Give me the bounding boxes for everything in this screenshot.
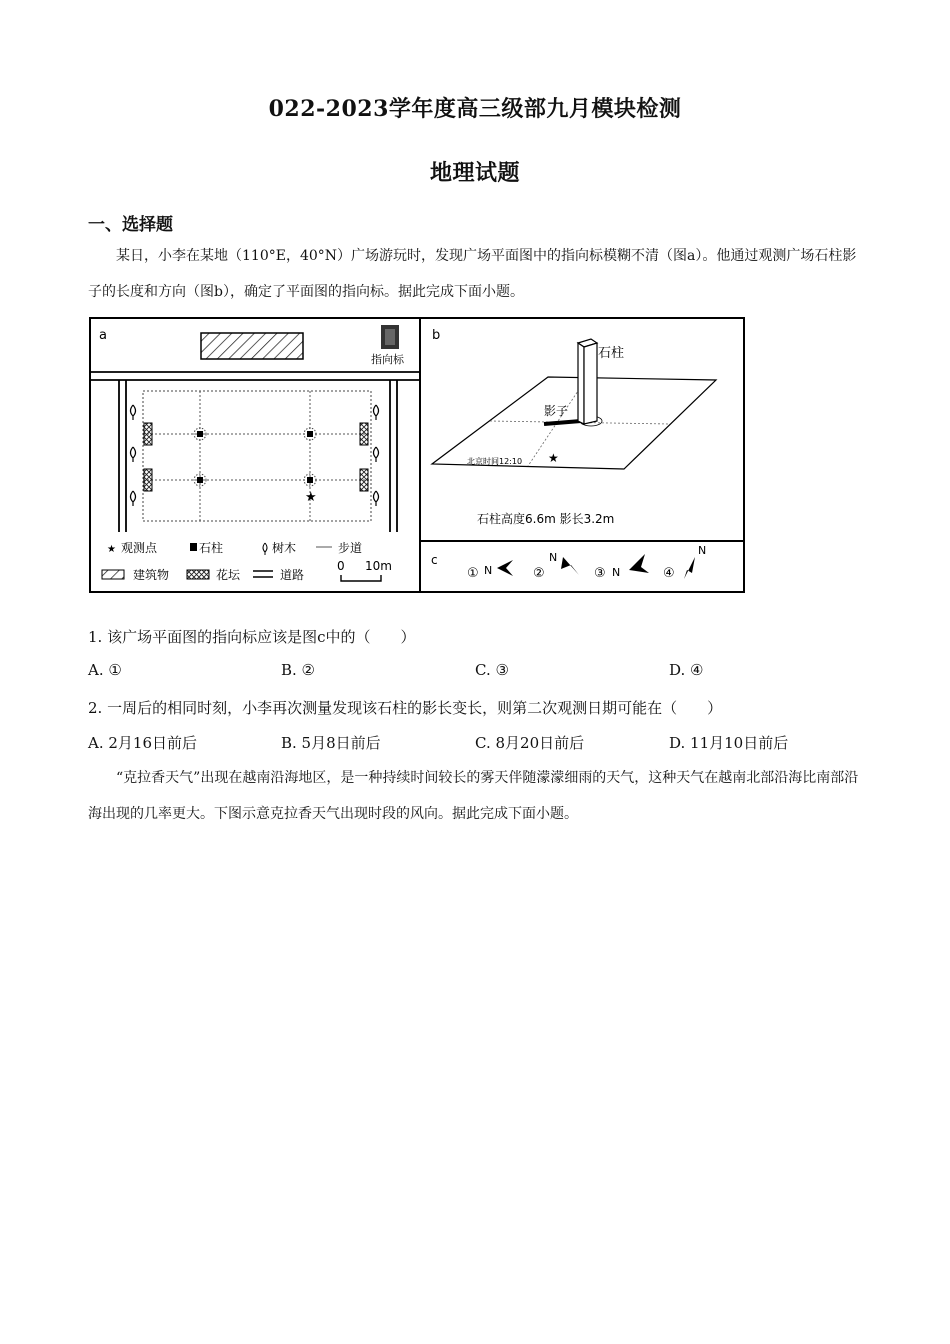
shadow-line: [544, 421, 581, 424]
question-1: 1. 该广场平面图的指向标应该是图c中的（ ）: [88, 628, 416, 646]
q2-option-d[interactable]: D. 11月10日前后: [669, 734, 789, 752]
arrow-3-north: N: [612, 566, 621, 579]
legend-building: 建筑物: [133, 568, 170, 582]
north-arrow-3-icon: [629, 554, 649, 573]
q1-option-b[interactable]: B. ②: [281, 661, 316, 679]
road-outline: [91, 372, 419, 532]
panel-b: [432, 328, 716, 526]
observation-star-icon: ★: [548, 451, 559, 465]
scale-end: 10m: [365, 559, 392, 573]
q2-option-c[interactable]: C. 8月20日前后: [475, 734, 585, 752]
flowerbeds: [144, 423, 368, 491]
scale-start: 0: [337, 559, 345, 573]
building-block: [201, 333, 303, 359]
question-2: 2. 一周后的相同时刻，小李再次测量发现该石柱的影长变长，则第二次观测日期可能在（ ）: [88, 699, 723, 717]
panel-c: [431, 544, 706, 581]
q1-option-c[interactable]: C. ③: [475, 661, 509, 679]
legend-pillar: 石柱: [199, 541, 224, 555]
option-4-label: ④: [663, 566, 675, 581]
legend-tree: 树木: [272, 541, 297, 555]
shadow-label: 影子: [544, 404, 569, 418]
section-heading: 一、选择题: [88, 215, 173, 235]
panel-b-label: b: [432, 328, 441, 343]
panel-c-label: c: [431, 553, 438, 567]
walkway-lines: [143, 391, 371, 521]
passage-2: “克拉香天气”出现在越南沿海地区，是一种持续时间较长的雾天伴随濛濛细雨的天气，这种天气在越南北部沿海比南部沿海出现的几率更大。下图示意克拉香天气出现时段的风向。据此完成下面小题。: [88, 770, 859, 822]
stone-pillar: [578, 339, 597, 424]
legend-observation: 观测点: [121, 541, 158, 555]
legend-star-icon: ★: [107, 544, 116, 555]
panel-a: [91, 325, 419, 582]
map-legend: [102, 540, 392, 582]
q1-option-a[interactable]: A. ①: [88, 661, 122, 679]
compass-blurred-icon: [381, 325, 399, 349]
north-arrow-4-icon: [684, 557, 695, 579]
plaza-boundary: [143, 391, 371, 521]
arrow-2-north: N: [549, 551, 558, 564]
figure-plaza: [89, 317, 745, 593]
page-title: 022-2023学年度高三级部九月模块检测: [268, 96, 682, 122]
legend-building-icon: [102, 570, 124, 579]
north-arrow-2-icon: [561, 557, 579, 575]
legend-flowerbed: 花坛: [216, 568, 241, 582]
legend-flowerbed-icon: [187, 570, 209, 579]
arrow-1-north: N: [484, 564, 493, 577]
legend-road: 道路: [280, 568, 305, 582]
q2-option-b[interactable]: B. 5月8日前后: [281, 734, 381, 752]
pillars: [194, 428, 316, 486]
observation-star-icon: ★: [305, 490, 317, 505]
panel-b-caption: 石柱高度6.6m 影长3.2m: [477, 512, 615, 526]
q2-option-a[interactable]: A. 2月16日前后: [88, 734, 197, 752]
passage-1: 某日，小李在某地（110°E，40°N）广场游玩时，发现广场平面图中的指向标模糊不清（图a）。他通过观测广场石柱影子的长度和方向（图b），确定了平面图的指向标。据此完成下面小题。: [88, 248, 857, 300]
pillar-label: 石柱: [598, 346, 625, 361]
time-label: 北京时间12:10: [467, 457, 523, 466]
legend-walkway: 步道: [338, 541, 363, 555]
legend-road-icon: [253, 571, 273, 577]
tree-icons: [131, 405, 379, 506]
legend-tree-icon: [263, 543, 267, 555]
page-subtitle: 地理试题: [429, 160, 520, 186]
compass-label: 指向标: [371, 353, 404, 366]
q1-option-d[interactable]: D. ④: [669, 661, 704, 679]
arrow-4-north: N: [698, 544, 707, 557]
option-1-label: ①: [467, 566, 479, 581]
scale-bar: [341, 575, 381, 581]
legend-pillar-icon: [190, 543, 197, 551]
option-3-label: ③: [594, 566, 606, 581]
north-arrow-1-icon: [497, 560, 513, 576]
panel-a-label: a: [99, 328, 107, 343]
option-2-label: ②: [533, 566, 545, 581]
